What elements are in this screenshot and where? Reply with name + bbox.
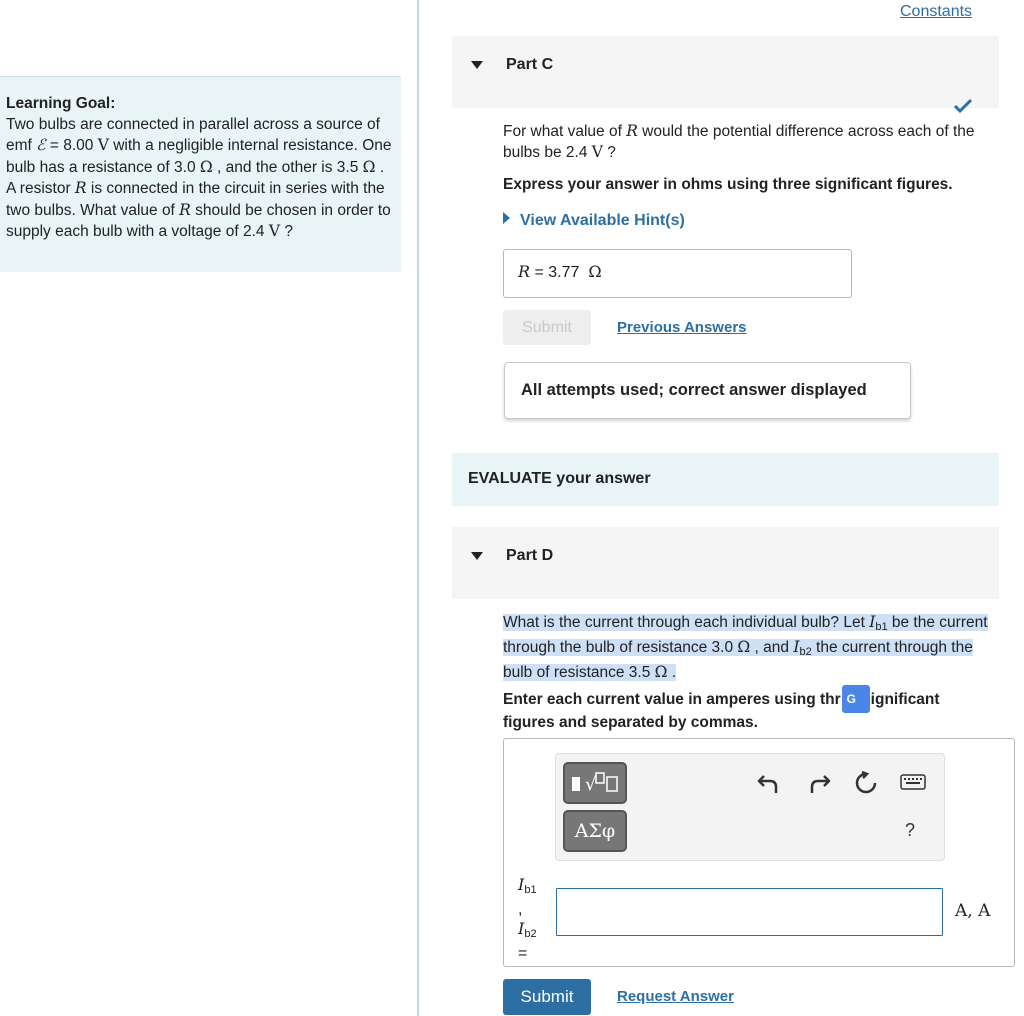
previous-answers-link[interactable]: Previous Answers [617,319,747,336]
reset-icon[interactable] [853,770,879,796]
part-c-submit-button: Submit [503,310,591,345]
math-answer-editor [503,738,1015,967]
constants-link[interactable]: Constants [900,3,973,20]
undo-icon[interactable] [756,770,782,796]
part-c-header[interactable] [452,36,999,108]
collapse-triangle-icon[interactable] [471,61,483,69]
redo-icon[interactable] [806,770,832,796]
evaluate-banner: EVALUATE your answer [452,453,999,506]
help-button[interactable]: ? [905,820,916,840]
view-hints-toggle[interactable]: View Available Hint(s) [503,212,685,230]
part-d-title: Part D [506,547,554,564]
learning-goal-panel [0,76,401,272]
attempts-status-message: All attempts used; correct answer displayed [504,362,911,419]
learning-goal-text: Two bulbs are connected in parallel across a source of emf ℰ = 8.00 V with a negligible internal resistance. One bulb has a resistance of 3.0 Ω , and the other is 3.5 Ω . A resistor R is connected in the circuit in series with the two bulbs. What value of R should be chosen in order to supply each bulb with a voltage of 2.4 V ? [6,115,392,240]
symbols-button[interactable]: ΑΣφ [563,810,627,852]
part-c-question: For what value of R would the potential difference across each of the bulbs be 2.4 V ? [503,122,975,161]
keyboard-icon[interactable] [900,774,926,790]
part-c-instruction: Express your answer in ohms using three significant figures. [503,176,953,193]
current-answer-input[interactable] [556,888,943,936]
expand-triangle-icon [503,212,510,224]
part-d-header[interactable] [452,527,999,599]
request-answer-link[interactable]: Request Answer [617,988,734,1005]
part-d-question: What is the current through each individual bulb? Let $I_{b1}$ be the current through the bulb of resistance 3.0 Ω , and $I_{b2}$ the current through the bulb of resistance 3.5 Ω . [503,613,988,681]
part-d-instruction: Enter each current value in amperes using thr G ignificant figures and separated by commas. [503,685,993,733]
part-c-title: Part C [506,56,554,73]
checkmark-icon [953,98,973,114]
answer-variable-label: $I_{b1}$ , $I_{b2}$ = [518,875,537,962]
templates-button[interactable] [563,762,627,804]
math-toolbar [555,753,945,861]
column-divider [417,0,419,1016]
collapse-triangle-icon[interactable] [471,552,483,560]
learning-goal-title: Learning Goal: [6,95,116,112]
part-c-answer-display: R = 3.77 Ω [503,249,852,298]
translate-icon[interactable]: G [842,685,870,713]
svg-text:√: √ [585,774,597,795]
units-label: A, A [955,901,991,921]
templates-icon [565,764,625,802]
part-d-submit-button[interactable]: Submit [503,979,591,1015]
